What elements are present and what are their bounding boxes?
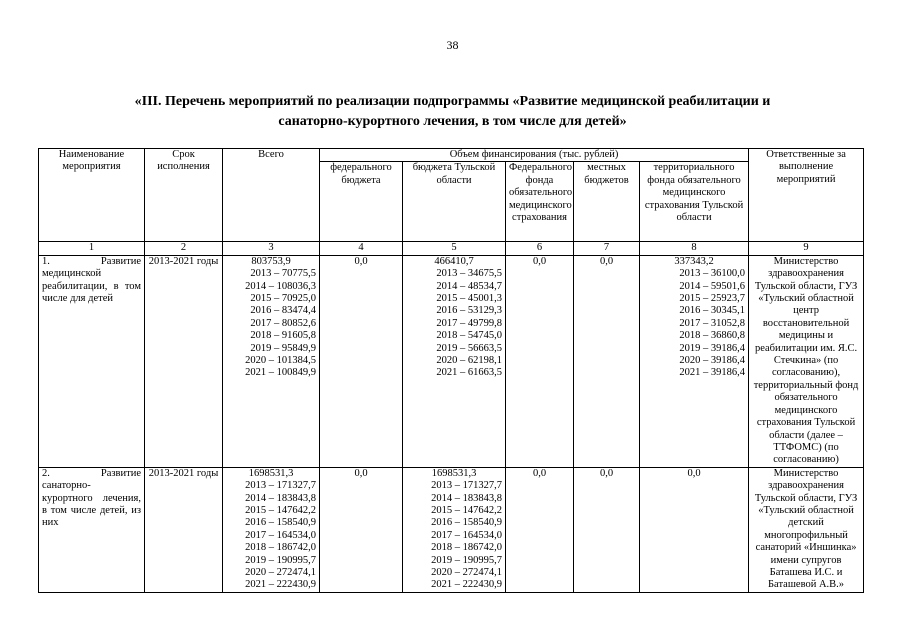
year-amount: 2018 – 91605,8 (250, 330, 316, 342)
total-amount: 803753,9 (251, 255, 291, 267)
territorial-years-list (643, 268, 745, 380)
year-amount: 2015 – 147642,2 (245, 504, 316, 516)
territorial-fund-amount: 337343,2 (674, 255, 714, 267)
year-amount: 2019 – 39186,4 (679, 342, 746, 354)
column-number: 5 (403, 242, 506, 255)
header-federal-budget: федерального бюджета (320, 162, 403, 242)
year-amount: 2015 – 70925,0 (250, 293, 316, 305)
year-amount: 2021 – 222430,9 (431, 579, 502, 591)
year-amount: 2013 – 36100,0 (679, 268, 746, 280)
year-amount: 2017 – 49799,8 (436, 317, 502, 329)
year-amount: 2013 – 70775,5 (250, 268, 316, 280)
column-number: 9 (749, 242, 864, 255)
year-amount: 2014 – 183843,8 (245, 492, 316, 504)
territorial-fund-cell (640, 255, 749, 467)
year-amount: 2014 – 48534,7 (436, 280, 502, 292)
year-amount: 2013 – 171327,7 (245, 480, 316, 492)
column-number-row (39, 242, 864, 255)
header-name: Наименование мероприятия (39, 149, 145, 242)
column-number: 6 (506, 242, 574, 255)
year-amount: 2017 – 164534,0 (245, 529, 316, 541)
total-cell (223, 467, 320, 592)
column-number: 2 (145, 242, 223, 255)
section-title-line-1: «III. Перечень мероприятий по реализации подпрограммы «Развитие медицинской реабилитации и (134, 94, 771, 109)
year-amount: 2021 – 222430,9 (245, 579, 316, 591)
header-responsible: Ответственные за выполнение мероприятий (749, 149, 864, 242)
year-amount: 2015 – 25923,7 (679, 293, 746, 305)
year-amount: 2018 – 186742,0 (431, 542, 502, 554)
header-territorial-fund: территориального фонда обязательного медицинского страхования Тульской области (640, 162, 749, 242)
year-amount: 2020 – 101384,5 (245, 355, 316, 367)
year-amount: 2021 – 39186,4 (679, 367, 746, 379)
year-amount: 2018 – 186742,0 (245, 542, 316, 554)
column-number: 1 (39, 242, 145, 255)
year-amount: 2014 – 183843,8 (431, 492, 502, 504)
header-total: Всего (223, 149, 320, 242)
year-amount: 2014 – 108036,3 (245, 280, 316, 292)
header-term: Срок исполнения (145, 149, 223, 242)
table-row (39, 467, 864, 592)
year-amount: 2016 – 30345,1 (679, 305, 746, 317)
year-amount: 2018 – 54745,0 (436, 330, 502, 342)
year-amount: 2020 – 272474,1 (245, 566, 316, 578)
tula-years-list (406, 268, 502, 380)
year-amount: 2020 – 62198,1 (436, 355, 502, 367)
responsible-executors: Министерство здравоохранения Тульской области, ГУЗ «Тульский областной центр восстановительной медицины и реабилитации им. Я.С. Стечкина» (по согласованию), территориальный фонд обязательного медицинского страхования Тульской области (далее – ТТФОМС) (по согласованию) (749, 255, 864, 467)
year-amount: 2021 – 100849,9 (245, 367, 316, 379)
responsible-executors: Министерство здравоохранения Тульской области, ГУЗ «Тульский областной детский многопрофильный санаторий «Иншинка» имени супругов Баташева И.С. и Баташевой А.В.» (749, 467, 864, 592)
year-amount: 2016 – 158540,9 (245, 517, 316, 529)
header-federal-fund: Федерального фонда обязательного медицинского страхования (506, 162, 574, 242)
year-amount: 2016 – 53129,3 (436, 305, 502, 317)
column-number: 7 (574, 242, 640, 255)
year-amount: 2019 – 56663,5 (436, 342, 502, 354)
year-amount: 2018 – 36860,8 (679, 330, 746, 342)
year-amount: 2016 – 158540,9 (431, 517, 502, 529)
activity-name: 2. Развитие санаторно-курортного лечения, в том числе детей, из них (39, 467, 145, 592)
year-amount: 2020 – 39186,4 (679, 355, 746, 367)
territorial-fund-amount: 0,0 (640, 467, 749, 592)
federal-fund-amount: 0,0 (506, 467, 574, 592)
year-amount: 2019 – 95849,9 (250, 342, 316, 354)
column-number: 3 (223, 242, 320, 255)
header-local-budgets: местных бюджетов (574, 162, 640, 242)
federal-fund-amount: 0,0 (506, 255, 574, 467)
year-amount: 2019 – 190995,7 (431, 554, 502, 566)
tula-years-list (406, 480, 502, 592)
year-amount: 2019 – 190995,7 (245, 554, 316, 566)
section-title (60, 92, 845, 132)
tula-budget-amount: 466410,7 (434, 255, 474, 267)
total-years-list (226, 268, 316, 380)
year-amount: 2015 – 45001,3 (436, 293, 502, 305)
tula-budget-amount: 1698531,3 (431, 467, 477, 479)
year-amount: 2014 – 59501,6 (679, 280, 746, 292)
local-budget-amount: 0,0 (574, 255, 640, 467)
activities-table (38, 148, 864, 593)
tula-budget-cell (403, 467, 506, 592)
year-amount: 2021 – 61663,5 (436, 367, 502, 379)
year-amount: 2016 – 83474,4 (250, 305, 316, 317)
section-title-line-2: санаторно-курортного лечения, в том числе для детей» (278, 114, 627, 129)
activity-term: 2013-2021 годы (145, 467, 223, 592)
year-amount: 2015 – 147642,2 (431, 504, 502, 516)
federal-budget-amount: 0,0 (320, 467, 403, 592)
federal-budget-amount: 0,0 (320, 255, 403, 467)
total-cell (223, 255, 320, 467)
activity-name: 1. Развитие медицинской реабилитации, в том числе для детей (39, 255, 145, 467)
tula-budget-cell (403, 255, 506, 467)
year-amount: 2013 – 171327,7 (431, 480, 502, 492)
table-row (39, 255, 864, 467)
year-amount: 2017 – 31052,8 (679, 317, 746, 329)
header-tula-budget: бюджета Тульской области (403, 162, 506, 242)
year-amount: 2013 – 34675,5 (436, 268, 502, 280)
year-amount: 2017 – 80852,6 (250, 317, 316, 329)
total-years-list (226, 480, 316, 592)
total-amount: 1698531,3 (248, 467, 294, 479)
activity-term: 2013-2021 годы (145, 255, 223, 467)
year-amount: 2020 – 272474,1 (431, 566, 502, 578)
year-amount: 2017 – 164534,0 (431, 529, 502, 541)
local-budget-amount: 0,0 (574, 467, 640, 592)
header-financing-group: Объем финансирования (тыс. рублей) (320, 149, 749, 162)
page-number: 38 (446, 38, 459, 52)
column-number: 8 (640, 242, 749, 255)
column-number: 4 (320, 242, 403, 255)
